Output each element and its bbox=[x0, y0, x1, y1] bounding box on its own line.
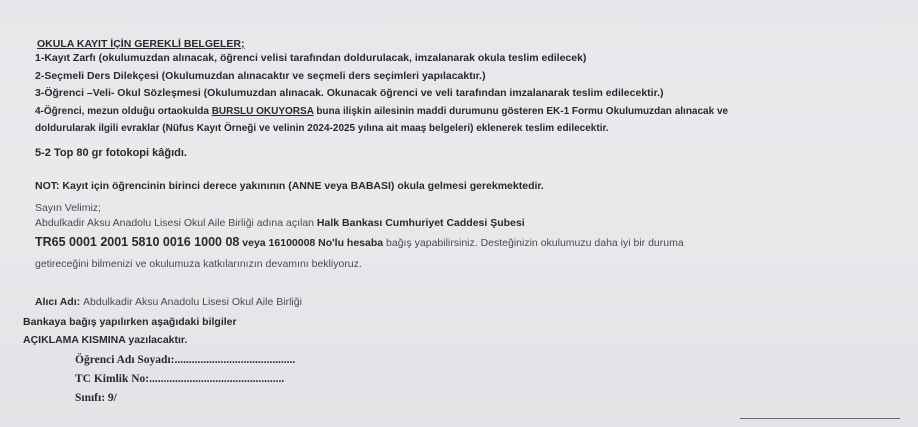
greeting-text: Sayın Velimiz; bbox=[35, 202, 101, 214]
iban-number: TR65 0001 2001 5810 0016 1000 08 bbox=[35, 235, 240, 249]
list-item-4-continued: doldurularak ilgili evraklar (Nüfus Kayıt Örneği ve velinin 2024-2025 yılına ait maaş belgeleri) eklenerek teslim edilecektir. bbox=[35, 123, 609, 134]
recipient-value: Abdulkadir Aksu Anadolu Lisesi Okul Aile Birliği bbox=[83, 296, 302, 308]
list-item-1: 1-Kayıt Zarfı (okulumuzdan alınacak, öğrenci velisi tarafından doldurulacak, imzalanarak okula teslim edilecek) bbox=[35, 52, 587, 64]
note-text: NOT: Kayıt için öğrencinin birinci derece yakınının (ANNE veya BABASI) okula gelmesi gerekmektedir. bbox=[35, 180, 544, 192]
document-heading: OKULA KAYIT İÇİN GEREKLİ BELGELER; bbox=[37, 38, 245, 50]
instruction-line-2: AÇIKLAMA KISMINA yazılacaktır. bbox=[23, 334, 188, 346]
bank-branch-name: Halk Bankası Cumhuriyet Caddesi Şubesi bbox=[316, 217, 525, 229]
list-item-4-after: buna ilişkin ailesinin maddi durumunu gösteren EK-1 Formu Okulumuzdan alınacak ve bbox=[313, 106, 729, 117]
instruction-line-1: Bankaya bağış yapılırken aşağıdaki bilgiler bbox=[23, 316, 237, 328]
list-item-4 bbox=[35, 105, 728, 118]
recipient-label: Alıcı Adı: bbox=[35, 296, 84, 308]
list-item-4-emphasis: BURSLU OKUYORSA bbox=[211, 106, 314, 117]
bank-account-plain: Abdulkadir Aksu Anadolu Lisesi Okul Aile Birliği adına açılan bbox=[35, 217, 317, 229]
student-name-dots: .......................................... bbox=[174, 354, 296, 366]
bottom-rule bbox=[740, 418, 900, 419]
tc-number-label: TC Kimlik No: bbox=[75, 373, 150, 385]
student-name-field bbox=[75, 354, 295, 367]
tc-number-field bbox=[75, 373, 284, 386]
donation-text: bağış yapabilirsiniz. Desteğinizin okulumuzu daha iyi bir duruma bbox=[386, 237, 684, 249]
student-name-label: Öğrenci Adı Soyadı: bbox=[75, 354, 175, 366]
bank-account-line bbox=[35, 217, 525, 230]
list-item-5: 5-2 Top 80 gr fotokopi kâğıdı. bbox=[35, 147, 187, 159]
tc-number-dots: ............................................... bbox=[149, 373, 285, 385]
iban-line bbox=[35, 236, 684, 250]
iban-continuation: getireceğini bilmenizi ve okulumuza katkılarınızın devamını bekliyoruz. bbox=[35, 258, 362, 270]
account-number-text: veya 16100008 No'lu hesaba bbox=[239, 237, 387, 249]
list-item-2: 2-Seçmeli Ders Dilekçesi (Okulumuzdan alınacaktır ve seçmeli ders seçimleri yapılacaktır.) bbox=[35, 70, 486, 82]
class-field: Sınıfı: 9/ bbox=[75, 392, 117, 404]
recipient-line bbox=[35, 296, 302, 309]
list-item-4-before: 4-Öğrenci, mezun olduğu ortaokulda bbox=[35, 106, 212, 117]
list-item-3: 3-Öğrenci –Veli- Okul Sözleşmesi (Okulumuzdan alınacak. Okunacak öğrenci ve veli tarafından imzalanarak teslim edilecektir.) bbox=[35, 87, 664, 99]
